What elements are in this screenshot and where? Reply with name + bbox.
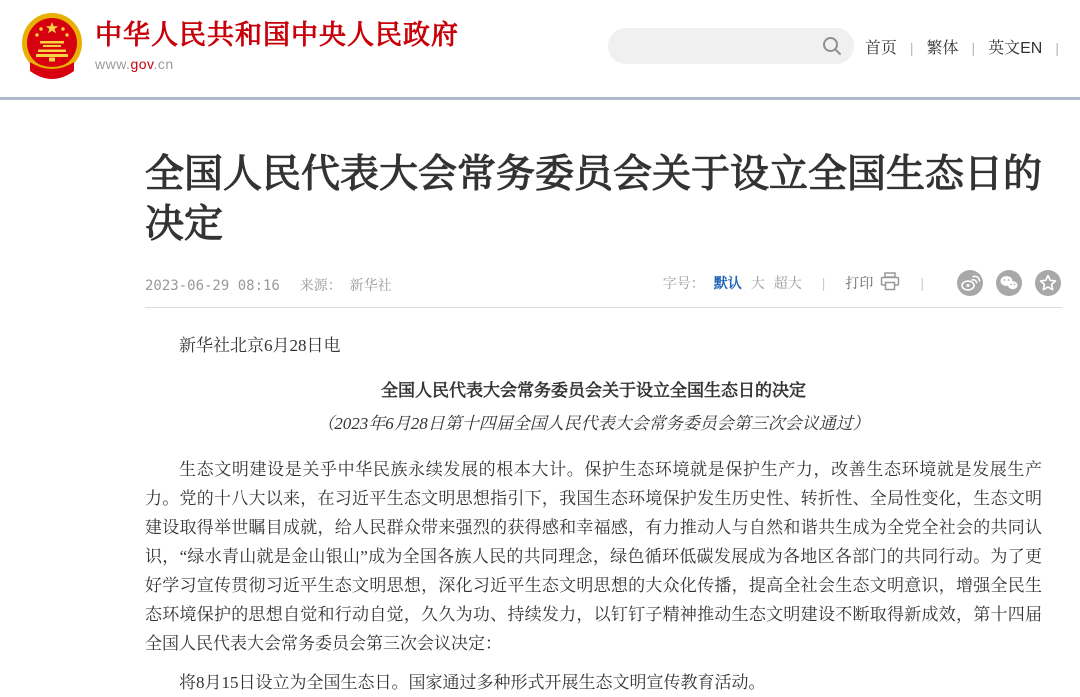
fontsize-xlarge-button[interactable]: 超大 [773, 275, 802, 291]
favorite-star-icon[interactable] [1035, 270, 1061, 296]
source-label: 来源： [299, 277, 342, 293]
document-subtitle: （2023年6月28日第十四届全国人民代表大会常务委员会第三次会议通过） [317, 414, 870, 433]
article-body [145, 331, 1042, 697]
fontsize-large-button[interactable]: 大 [750, 275, 765, 291]
article-title: 全国人民代表大会常务委员会关于设立全国生态日的决定 [145, 153, 1043, 246]
article [145, 100, 1065, 697]
site-url[interactable] [95, 56, 459, 72]
url-gov: gov [130, 56, 154, 72]
url-suffix: .cn [153, 56, 174, 72]
publish-date: 2023-06-29 08:16 [145, 278, 280, 294]
nav-separator: | [971, 40, 976, 56]
weibo-icon[interactable] [957, 270, 983, 296]
top-nav [865, 35, 1072, 58]
print-label: 打印 [845, 275, 874, 291]
site-header [0, 0, 1080, 97]
nav-english[interactable]: 英文EN [988, 40, 1043, 57]
dateline: 新华社北京6月28日电 [179, 336, 341, 355]
site-title[interactable]: 中华人民共和国中央人民政府 [95, 20, 459, 50]
paragraph: 生态文明建设是关乎中华民族永续发展的根本大计。保护生态环境就是保护生产力，改善生态环境就是发展生产力。党的十八大以来，在习近平生态文明思想指引下，我国生态环境保护发生历史性、转折性、全局性变化，生态文明建设取得举世瞩目成就，给人民群众带来强烈的获得感和幸福感，有力推动人与自然和谐共生成为全党全社会的共同认识，“绿水青山就是金山银山”成为全国各族人民的共同理念，绿色循环低碳发展成为各地区各部门的共同行动。为了更好学习宣传贯彻习近平生态文明思想，深化习近平生态文明思想的大众化传播，提高全社会生态文明意识，增强全民生态环境保护的思想自觉和行动自觉，久久为功、持续发力，以钉钉子精神推动生态文明建设不断取得新成效，第十四届全国人民代表大会常务委员会第三次会议决定： [145, 460, 1042, 653]
meta-separator: | [821, 275, 826, 291]
wechat-icon[interactable] [996, 270, 1022, 296]
meta-left [145, 275, 392, 295]
nav-separator: | [909, 40, 914, 56]
meta-separator: | [920, 275, 924, 291]
print-button[interactable] [845, 272, 900, 294]
article-meta [145, 270, 1065, 298]
search-input[interactable] [624, 32, 818, 62]
url-prefix: www. [95, 56, 131, 72]
brand-block [95, 19, 459, 72]
national-emblem-logo[interactable] [20, 11, 84, 87]
fontsize-default-button[interactable]: 默认 [713, 275, 742, 291]
paragraph: 将8月15日设立为全国生态日。国家通过多种形式开展生态文明宣传教育活动。 [179, 673, 766, 692]
nav-separator: | [1055, 40, 1059, 56]
printer-icon [880, 272, 900, 294]
source-value[interactable]: 新华社 [349, 277, 392, 293]
search-icon[interactable] [821, 35, 843, 57]
document-title: 全国人民代表大会常务委员会关于设立全国生态日的决定 [381, 381, 806, 400]
fontsize-label: 字号： [662, 275, 705, 291]
meta-right [663, 270, 1061, 296]
nav-home[interactable]: 首页 [864, 40, 897, 57]
meta-divider [145, 307, 1062, 308]
search-box[interactable] [608, 28, 854, 64]
nav-traditional[interactable]: 繁体 [926, 40, 959, 57]
